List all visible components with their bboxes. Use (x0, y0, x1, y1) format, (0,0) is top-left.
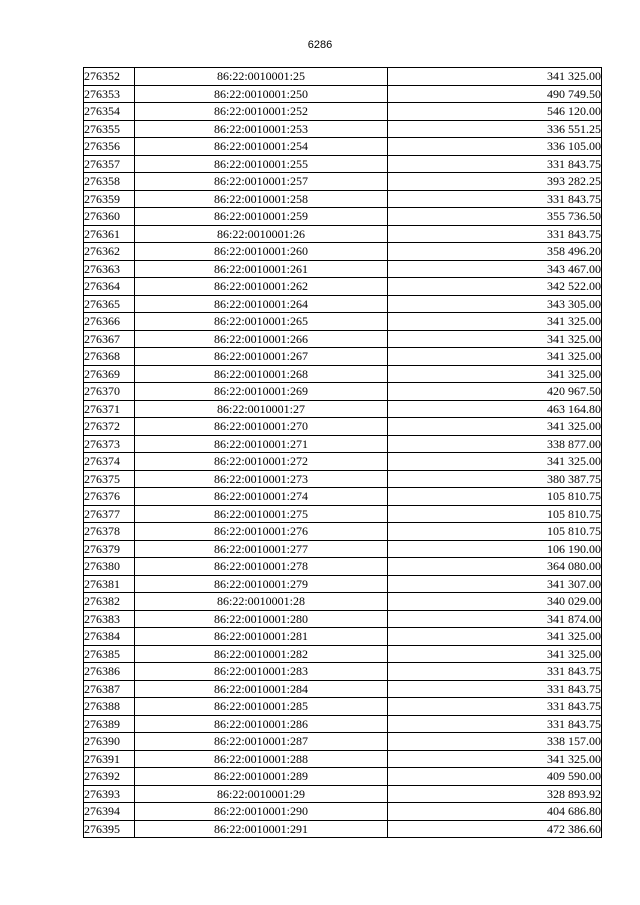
value-cell: 328 893.92 (388, 785, 602, 803)
cadastral-number-cell: 86:22:0010001:283 (135, 663, 388, 681)
row-number-cell: 276388 (84, 698, 135, 716)
value-cell: 331 843.75 (388, 663, 602, 681)
cadastral-number-cell: 86:22:0010001:267 (135, 348, 388, 366)
cadastral-value-table (83, 67, 602, 838)
cadastral-number-cell: 86:22:0010001:285 (135, 698, 388, 716)
row-number-cell: 276368 (84, 348, 135, 366)
table-row (84, 803, 602, 821)
value-cell: 546 120.00 (388, 103, 602, 121)
table-row (84, 663, 602, 681)
table-row (84, 540, 602, 558)
row-number-cell: 276359 (84, 190, 135, 208)
cadastral-number-cell: 86:22:0010001:276 (135, 523, 388, 541)
row-number-cell: 276358 (84, 173, 135, 191)
cadastral-number-cell: 86:22:0010001:257 (135, 173, 388, 191)
table-row (84, 750, 602, 768)
value-cell: 341 325.00 (388, 365, 602, 383)
value-cell: 341 325.00 (388, 645, 602, 663)
cadastral-number-cell: 86:22:0010001:284 (135, 680, 388, 698)
table-row (84, 488, 602, 506)
row-number-cell: 276369 (84, 365, 135, 383)
row-number-cell: 276391 (84, 750, 135, 768)
table-row (84, 435, 602, 453)
value-cell: 341 325.00 (388, 68, 602, 86)
cadastral-number-cell: 86:22:0010001:258 (135, 190, 388, 208)
value-cell: 331 843.75 (388, 155, 602, 173)
row-number-cell: 276352 (84, 68, 135, 86)
value-cell: 341 874.00 (388, 610, 602, 628)
row-number-cell: 276374 (84, 453, 135, 471)
table-row (84, 505, 602, 523)
table-row (84, 733, 602, 751)
value-cell: 105 810.75 (388, 488, 602, 506)
page-number: 6286 (307, 39, 333, 51)
table-row (84, 593, 602, 611)
cadastral-number-cell: 86:22:0010001:255 (135, 155, 388, 173)
cadastral-number-cell: 86:22:0010001:264 (135, 295, 388, 313)
row-number-cell: 276393 (84, 785, 135, 803)
row-number-cell: 276387 (84, 680, 135, 698)
cadastral-number-cell: 86:22:0010001:259 (135, 208, 388, 226)
row-number-cell: 276357 (84, 155, 135, 173)
row-number-cell: 276386 (84, 663, 135, 681)
value-cell: 409 590.00 (388, 768, 602, 786)
cadastral-number-cell: 86:22:0010001:252 (135, 103, 388, 121)
value-cell: 336 105.00 (388, 138, 602, 156)
row-number-cell: 276379 (84, 540, 135, 558)
table-row (84, 103, 602, 121)
cadastral-number-cell: 86:22:0010001:271 (135, 435, 388, 453)
table-row (84, 785, 602, 803)
cadastral-number-cell: 86:22:0010001:253 (135, 120, 388, 138)
table-row (84, 348, 602, 366)
value-cell: 106 190.00 (388, 540, 602, 558)
value-cell: 331 843.75 (388, 680, 602, 698)
row-number-cell: 276356 (84, 138, 135, 156)
table-row (84, 365, 602, 383)
row-number-cell: 276372 (84, 418, 135, 436)
table-row (84, 575, 602, 593)
table-row (84, 138, 602, 156)
table-row (84, 628, 602, 646)
value-cell: 341 325.00 (388, 330, 602, 348)
table-row (84, 243, 602, 261)
cadastral-number-cell: 86:22:0010001:260 (135, 243, 388, 261)
row-number-cell: 276392 (84, 768, 135, 786)
table-row (84, 715, 602, 733)
row-number-cell: 276370 (84, 383, 135, 401)
row-number-cell: 276376 (84, 488, 135, 506)
table-body (84, 68, 602, 838)
value-cell: 105 810.75 (388, 523, 602, 541)
value-cell: 331 843.75 (388, 190, 602, 208)
table-row (84, 768, 602, 786)
value-cell: 341 307.00 (388, 575, 602, 593)
table-row (84, 208, 602, 226)
table-row (84, 453, 602, 471)
row-number-cell: 276366 (84, 313, 135, 331)
row-number-cell: 276355 (84, 120, 135, 138)
cadastral-number-cell: 86:22:0010001:282 (135, 645, 388, 663)
table-row (84, 698, 602, 716)
cadastral-number-cell: 86:22:0010001:270 (135, 418, 388, 436)
row-number-cell: 276373 (84, 435, 135, 453)
value-cell: 338 877.00 (388, 435, 602, 453)
table-row (84, 820, 602, 838)
cadastral-number-cell: 86:22:0010001:281 (135, 628, 388, 646)
row-number-cell: 276389 (84, 715, 135, 733)
cadastral-number-cell: 86:22:0010001:286 (135, 715, 388, 733)
row-number-cell: 276395 (84, 820, 135, 838)
cadastral-number-cell: 86:22:0010001:27 (135, 400, 388, 418)
row-number-cell: 276383 (84, 610, 135, 628)
value-cell: 393 282.25 (388, 173, 602, 191)
value-cell: 331 843.75 (388, 225, 602, 243)
value-cell: 364 080.00 (388, 558, 602, 576)
cadastral-number-cell: 86:22:0010001:261 (135, 260, 388, 278)
cadastral-number-cell: 86:22:0010001:291 (135, 820, 388, 838)
cadastral-number-cell: 86:22:0010001:290 (135, 803, 388, 821)
table-row (84, 260, 602, 278)
value-cell: 380 387.75 (388, 470, 602, 488)
table-row (84, 155, 602, 173)
cadastral-number-cell: 86:22:0010001:266 (135, 330, 388, 348)
value-cell: 343 467.00 (388, 260, 602, 278)
row-number-cell: 276382 (84, 593, 135, 611)
cadastral-number-cell: 86:22:0010001:274 (135, 488, 388, 506)
value-cell: 341 325.00 (388, 313, 602, 331)
value-cell: 358 496.20 (388, 243, 602, 261)
row-number-cell: 276354 (84, 103, 135, 121)
row-number-cell: 276381 (84, 575, 135, 593)
row-number-cell: 276380 (84, 558, 135, 576)
table-row (84, 470, 602, 488)
cadastral-number-cell: 86:22:0010001:265 (135, 313, 388, 331)
cadastral-number-cell: 86:22:0010001:26 (135, 225, 388, 243)
value-cell: 404 686.80 (388, 803, 602, 821)
value-cell: 342 522.00 (388, 278, 602, 296)
table-row (84, 400, 602, 418)
row-number-cell: 276394 (84, 803, 135, 821)
row-number-cell: 276360 (84, 208, 135, 226)
row-number-cell: 276375 (84, 470, 135, 488)
value-cell: 472 386.60 (388, 820, 602, 838)
value-cell: 338 157.00 (388, 733, 602, 751)
cadastral-number-cell: 86:22:0010001:278 (135, 558, 388, 576)
value-cell: 341 325.00 (388, 628, 602, 646)
cadastral-number-cell: 86:22:0010001:262 (135, 278, 388, 296)
table-row (84, 610, 602, 628)
cadastral-number-cell: 86:22:0010001:268 (135, 365, 388, 383)
table-row (84, 523, 602, 541)
table-row (84, 68, 602, 86)
row-number-cell: 276371 (84, 400, 135, 418)
table-row (84, 173, 602, 191)
cadastral-number-cell: 86:22:0010001:287 (135, 733, 388, 751)
row-number-cell: 276353 (84, 85, 135, 103)
cadastral-number-cell: 86:22:0010001:273 (135, 470, 388, 488)
table-row (84, 85, 602, 103)
table-row (84, 418, 602, 436)
table-row (84, 330, 602, 348)
row-number-cell: 276390 (84, 733, 135, 751)
cadastral-number-cell: 86:22:0010001:277 (135, 540, 388, 558)
table-row (84, 295, 602, 313)
cadastral-number-cell: 86:22:0010001:280 (135, 610, 388, 628)
cadastral-number-cell: 86:22:0010001:288 (135, 750, 388, 768)
value-cell: 355 736.50 (388, 208, 602, 226)
cadastral-number-cell: 86:22:0010001:254 (135, 138, 388, 156)
row-number-cell: 276367 (84, 330, 135, 348)
row-number-cell: 276361 (84, 225, 135, 243)
table-row (84, 645, 602, 663)
row-number-cell: 276364 (84, 278, 135, 296)
row-number-cell: 276378 (84, 523, 135, 541)
value-cell: 343 305.00 (388, 295, 602, 313)
cadastral-number-cell: 86:22:0010001:28 (135, 593, 388, 611)
value-cell: 331 843.75 (388, 715, 602, 733)
cadastral-number-cell: 86:22:0010001:279 (135, 575, 388, 593)
row-number-cell: 276377 (84, 505, 135, 523)
cadastral-number-cell: 86:22:0010001:275 (135, 505, 388, 523)
cadastral-number-cell: 86:22:0010001:289 (135, 768, 388, 786)
table-row (84, 383, 602, 401)
value-cell: 340 029.00 (388, 593, 602, 611)
value-cell: 341 325.00 (388, 453, 602, 471)
row-number-cell: 276385 (84, 645, 135, 663)
value-cell: 341 325.00 (388, 750, 602, 768)
table-row (84, 190, 602, 208)
value-cell: 331 843.75 (388, 698, 602, 716)
value-cell: 336 551.25 (388, 120, 602, 138)
cadastral-number-cell: 86:22:0010001:29 (135, 785, 388, 803)
value-cell: 105 810.75 (388, 505, 602, 523)
value-cell: 420 967.50 (388, 383, 602, 401)
table-row (84, 278, 602, 296)
cadastral-number-cell: 86:22:0010001:269 (135, 383, 388, 401)
value-cell: 341 325.00 (388, 348, 602, 366)
table-row (84, 313, 602, 331)
table-row (84, 225, 602, 243)
value-cell: 490 749.50 (388, 85, 602, 103)
cadastral-number-cell: 86:22:0010001:250 (135, 85, 388, 103)
value-cell: 341 325.00 (388, 418, 602, 436)
value-cell: 463 164.80 (388, 400, 602, 418)
table-row (84, 120, 602, 138)
row-number-cell: 276362 (84, 243, 135, 261)
cadastral-number-cell: 86:22:0010001:272 (135, 453, 388, 471)
table-row (84, 680, 602, 698)
row-number-cell: 276384 (84, 628, 135, 646)
row-number-cell: 276363 (84, 260, 135, 278)
row-number-cell: 276365 (84, 295, 135, 313)
cadastral-number-cell: 86:22:0010001:25 (135, 68, 388, 86)
table-row (84, 558, 602, 576)
